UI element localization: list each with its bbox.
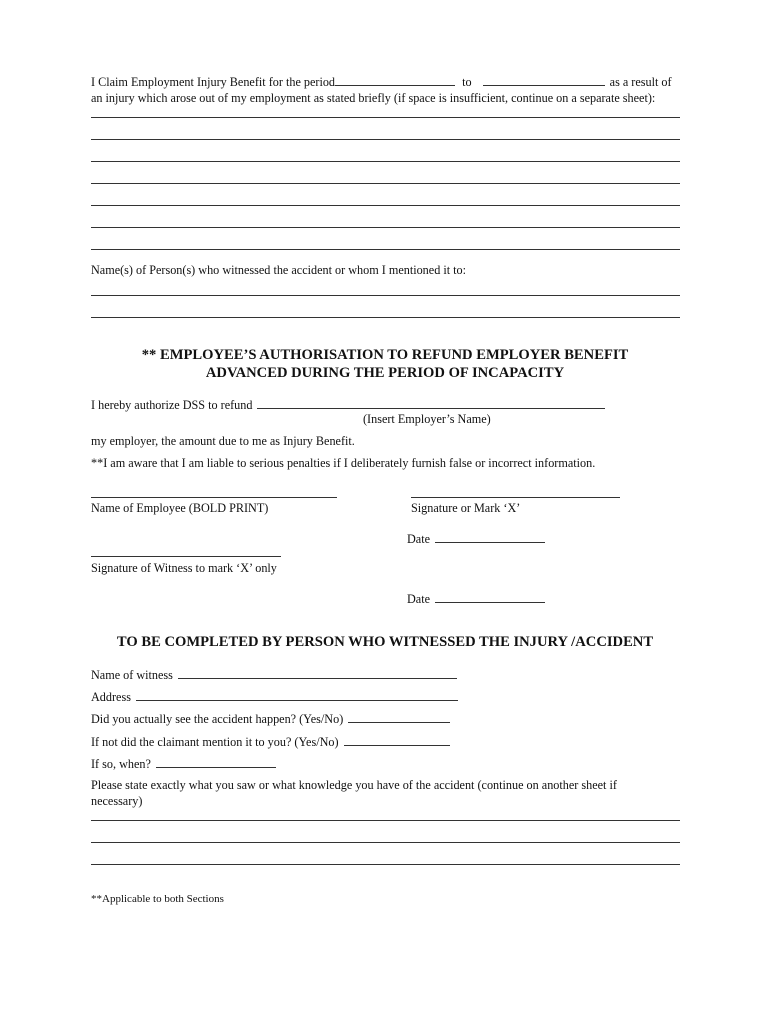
authorize-refund-line: I hereby authorize DSS to refund bbox=[91, 397, 605, 413]
injury-description-line[interactable] bbox=[91, 205, 680, 206]
statement-instruction-line1: Please state exactly what you saw or what knowledge you have of the accident (continue on another sheet if bbox=[91, 778, 617, 792]
witness-signature-label: Signature of Witness to mark ‘X’ only bbox=[91, 561, 277, 575]
injury-description-line[interactable] bbox=[91, 161, 680, 162]
period-start-field[interactable] bbox=[335, 74, 455, 86]
injury-description-line[interactable] bbox=[91, 139, 680, 140]
date-field[interactable] bbox=[435, 591, 545, 603]
penalty-statement: **I am aware that I am liable to serious penalties if I deliberately furnish false or incorrect information. bbox=[91, 456, 596, 470]
saw-accident-row: Did you actually see the accident happen? (Yes/No) bbox=[91, 711, 450, 727]
footnote: **Applicable to both Sections bbox=[91, 893, 224, 905]
witness-address-field[interactable] bbox=[136, 689, 458, 701]
claim-description-instruction: an injury which arose out of my employment as stated briefly (if space is insufficient, continue on a separate sheet): bbox=[91, 91, 656, 105]
signature-label: Signature or Mark ‘X’ bbox=[411, 501, 521, 515]
signature-field[interactable] bbox=[411, 497, 620, 498]
employer-name-field[interactable] bbox=[257, 397, 605, 409]
claimant-mention-field[interactable] bbox=[344, 734, 450, 746]
authorisation-heading-line1: ** EMPLOYEE’S AUTHORISATION TO REFUND EMPLOYER BENEFIT bbox=[141, 347, 629, 363]
claim-period-line: I Claim Employment Injury Benefit for the period to as a result of bbox=[91, 75, 672, 89]
statement-line[interactable] bbox=[91, 820, 680, 821]
injury-description-line[interactable] bbox=[91, 227, 680, 228]
authorisation-heading-line2: ADVANCED DURING THE PERIOD OF INCAPACITY bbox=[205, 365, 565, 381]
employee-name-field[interactable] bbox=[91, 497, 337, 498]
employee-name-label: Name of Employee (BOLD PRINT) bbox=[91, 501, 269, 515]
when-field[interactable] bbox=[156, 756, 276, 768]
date-row-1: Date bbox=[407, 531, 545, 547]
amount-statement: my employer, the amount due to me as Injury Benefit. bbox=[91, 434, 355, 448]
witness-names-line[interactable] bbox=[91, 295, 680, 296]
claimant-mention-row: If not did the claimant mention it to you? (Yes/No) bbox=[91, 734, 450, 750]
statement-line[interactable] bbox=[91, 842, 680, 843]
witness-section-heading: TO BE COMPLETED BY PERSON WHO WITNESSED THE INJURY /ACCIDENT bbox=[116, 634, 654, 650]
when-row: If so, when? bbox=[91, 756, 276, 772]
witness-signature-field[interactable] bbox=[91, 556, 281, 557]
witness-name-row: Name of witness bbox=[91, 667, 457, 683]
date-field[interactable] bbox=[435, 531, 545, 543]
witness-name-field[interactable] bbox=[178, 667, 457, 679]
witness-names-line[interactable] bbox=[91, 317, 680, 318]
statement-line[interactable] bbox=[91, 864, 680, 865]
injury-description-line[interactable] bbox=[91, 183, 680, 184]
statement-instruction-line2: necessary) bbox=[91, 794, 143, 808]
period-end-field[interactable] bbox=[483, 74, 605, 86]
witness-names-label: Name(s) of Person(s) who witnessed the accident or whom I mentioned it to: bbox=[91, 263, 467, 277]
witness-address-row: Address bbox=[91, 689, 458, 705]
saw-accident-field[interactable] bbox=[348, 711, 450, 723]
injury-description-line[interactable] bbox=[91, 249, 680, 250]
employer-name-hint: (Insert Employer’s Name) bbox=[363, 412, 491, 426]
date-row-2: Date bbox=[407, 591, 545, 607]
injury-description-line[interactable] bbox=[91, 117, 680, 118]
